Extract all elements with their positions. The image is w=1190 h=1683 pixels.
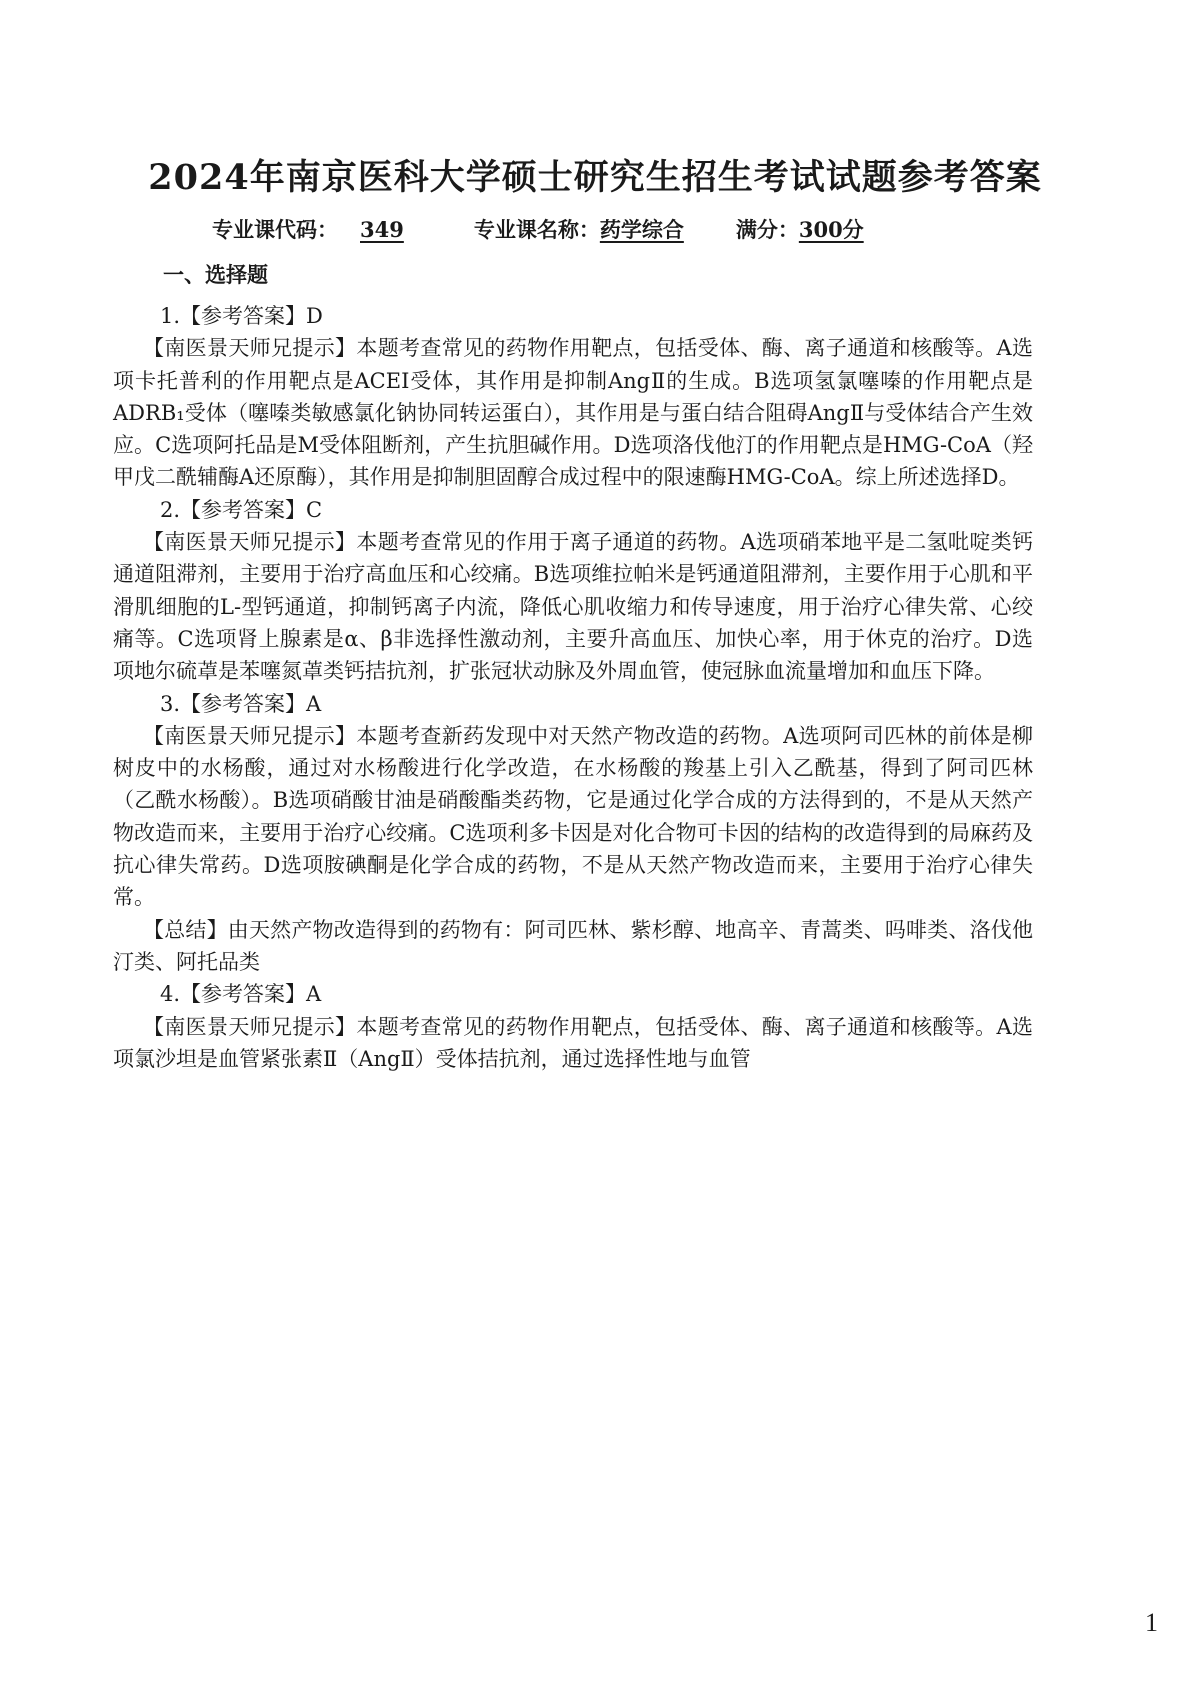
hint-1: 【南医景天师兄提示】本题考查常见的药物作用靶点，包括受体、酶、离子通道和核酸等。A选项卡托普利的作用靶点是ACEI受体，其作用是抑制AngⅡ的生成。B选项氢氯噻嗪的作用靶点是ADRB₁受体（噻嗪类敏感氯化钠协同转运蛋白），其作用是与蛋白结合阻碍AngⅡ与受体结合产生效应。C选项阿托品是M受体阻断剂，产生抗胆碱作用。D选项洛伐他汀的作用靶点是HMG-CoA（羟甲戊二酰辅酶A还原酶），其作用是抑制胆固醇合成过程中的限速酶HMG-CoA。综上所述选择D。 <box>113 336 1033 490</box>
hint-3: 【南医景天师兄提示】本题考查新药发现中对天然产物改造的药物。A选项阿司匹林的前体是柳树皮中的水杨酸，通过对水杨酸进行化学改造，在水杨酸的羧基上引入乙酰基，得到了阿司匹林（乙酰水杨酸）。B选项硝酸甘油是硝酸酯类药物，它是通过化学合成的方法得到的，不是从天然产物改造而来，主要用于治疗心绞痛。C选项利多卡因是对化合物可卡因的结构的改造得到的局麻药及抗心律失常药。D选项胺碘酮是化学合成的药物，不是从天然产物改造而来，主要用于治疗心律失常。 <box>113 723 1033 910</box>
section-title: 一、选择题 <box>163 262 268 287</box>
answer-4: 4.【参考答案】A <box>160 982 322 1007</box>
page-title: 2024年南京医科大学硕士研究生招生考试试题参考答案 <box>148 157 1042 198</box>
full-score-value: 300分 <box>798 217 864 242</box>
course-code-label: 专业课代码： <box>212 217 338 242</box>
answer-2: 2.【参考答案】C <box>160 497 323 522</box>
answer-3: 3.【参考答案】A <box>160 691 322 716</box>
answer-1: 1.【参考答案】D <box>160 304 323 328</box>
full-score-label: 满分： <box>735 217 799 242</box>
summary-3: 【总结】由天然产物改造得到的药物有：阿司匹林、紫杉醇、地高辛、青蒿类、吗啡类、洛伐他汀类、阿托品类 <box>113 917 1033 974</box>
course-meta <box>212 214 864 244</box>
hint-4: 【南医景天师兄提示】本题考查常见的药物作用靶点，包括受体、酶、离子通道和核酸等。A选项氯沙坦是血管紧张素Ⅱ（AngⅡ）受体拮抗剂，通过选择性地与血管 <box>113 1014 1033 1071</box>
page-number: 1 <box>1145 1608 1158 1637</box>
answer-body <box>113 300 1033 1075</box>
hint-2: 【南医景天师兄提示】本题考查常见的作用于离子通道的药物。A选项硝苯地平是二氢吡啶类钙通道阻滞剂，主要用于治疗高血压和心绞痛。B选项维拉帕米是钙通道阻滞剂，主要作用于心肌和平滑肌细胞的L-型钙通道，抑制钙离子内流，降低心肌收缩力和传导速度，用于治疗心律失常、心绞痛等。C选项肾上腺素是α、β非选择性激动剂，主要升高血压、加快心率，用于休克的治疗。D选项地尔硫䓬是苯噻氮䓬类钙拮抗剂，扩张冠状动脉及外周血管，使冠脉血流量增加和血压下降。 <box>113 530 1033 684</box>
course-name-value: 药学综合 <box>599 217 684 242</box>
course-code-value: 349 <box>360 217 404 242</box>
course-name-label: 专业课名称： <box>473 217 600 242</box>
